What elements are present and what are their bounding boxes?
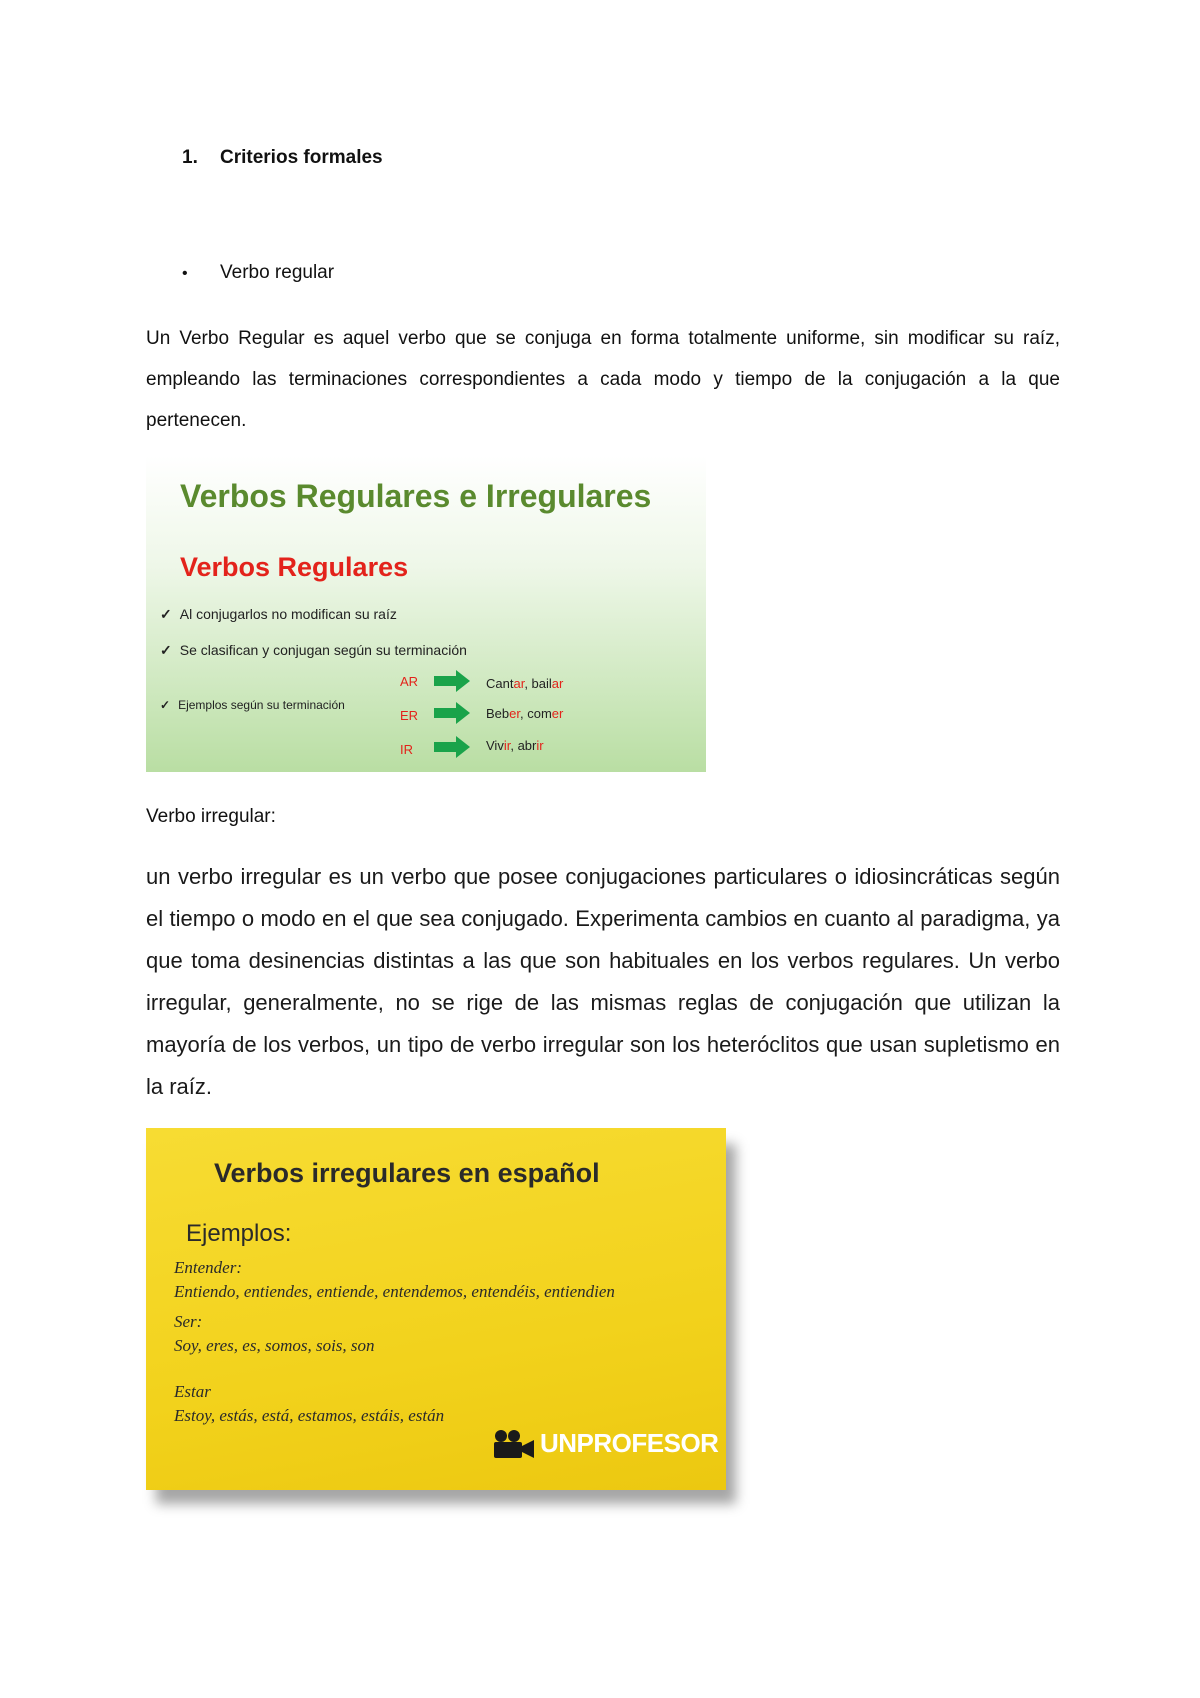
heading-text: Criterios formales: [220, 147, 383, 168]
card1-subtitle: Verbos Regulares: [180, 552, 409, 582]
check-item: ✓ Al conjugarlos no modifican su raíz: [160, 606, 397, 622]
camera-icon: [492, 1428, 536, 1460]
bullet-icon: •: [182, 265, 188, 282]
card1-title: Verbos Regulares e Irregulares: [180, 478, 652, 514]
example-ir: Vivir, abrir: [486, 738, 544, 753]
ending-er: ER: [400, 708, 419, 723]
bullet-item: [182, 262, 334, 284]
check-item: ✓ Ejemplos según su terminación: [160, 698, 345, 712]
ending-ir: IR: [400, 742, 413, 757]
verb-name: Ser:: [174, 1312, 203, 1331]
arrow-right-icon: [434, 736, 470, 758]
verb-forms: Estoy, estás, está, estamos, estáis, están: [174, 1406, 445, 1425]
brand-logo-text: UNPROFESOR: [540, 1428, 719, 1458]
verb-name: Entender:: [174, 1258, 242, 1277]
verb-name: Estar: [174, 1382, 211, 1401]
irregular-verb-paragraph: un verbo irregular es un verbo que posee conjugaciones particulares o idiosincráticas según el tiempo o modo en el que sea conjugado. Experimenta cambios en cuanto al paradigma, ya que toma desinencias distintas a las que son habituales en los verbos regulares. Un verbo irregular, generalmente, no se rige de las mismas reglas de conjugación que utilizan la mayoría de los verbos, un tipo de verbo irregular son los heteróclitos que usan supletismo en la raíz.: [146, 864, 1060, 1099]
arrow-right-icon: [434, 670, 470, 692]
verb-forms: Soy, eres, es, somos, sois, son: [174, 1336, 375, 1355]
examples-label: Ejemplos:: [186, 1220, 292, 1247]
check-icon: ✓: [160, 642, 172, 658]
card2-title: Verbos irregulares en español: [214, 1158, 600, 1188]
arrow-right-icon: [434, 702, 470, 724]
example-ar: Cantar, bailar: [486, 676, 564, 691]
check-icon: ✓: [160, 698, 171, 712]
check-item: ✓ Se clasifican y conjugan según su terminación: [160, 642, 467, 658]
bullet-text: Verbo regular: [220, 262, 335, 283]
regular-verb-paragraph: Un Verbo Regular es aquel verbo que se conjuga en forma totalmente uniforme, sin modificar su raíz, empleando las terminaciones correspondientes a cada modo y tiempo de la conjugación a la que pertenecen.: [146, 328, 1060, 431]
irregular-verb-label: Verbo irregular:: [146, 806, 276, 827]
example-er: Beber, comer: [486, 706, 564, 721]
irregular-verbs-image: [146, 1128, 726, 1490]
ending-ar: AR: [400, 674, 419, 689]
heading-number: 1.: [182, 147, 198, 168]
check-icon: ✓: [160, 606, 172, 622]
section-heading: [182, 147, 383, 169]
verb-forms: Entiendo, entiendes, entiende, entendemos, entendéis, entiendien: [174, 1282, 615, 1301]
regular-verbs-image: [146, 456, 706, 772]
